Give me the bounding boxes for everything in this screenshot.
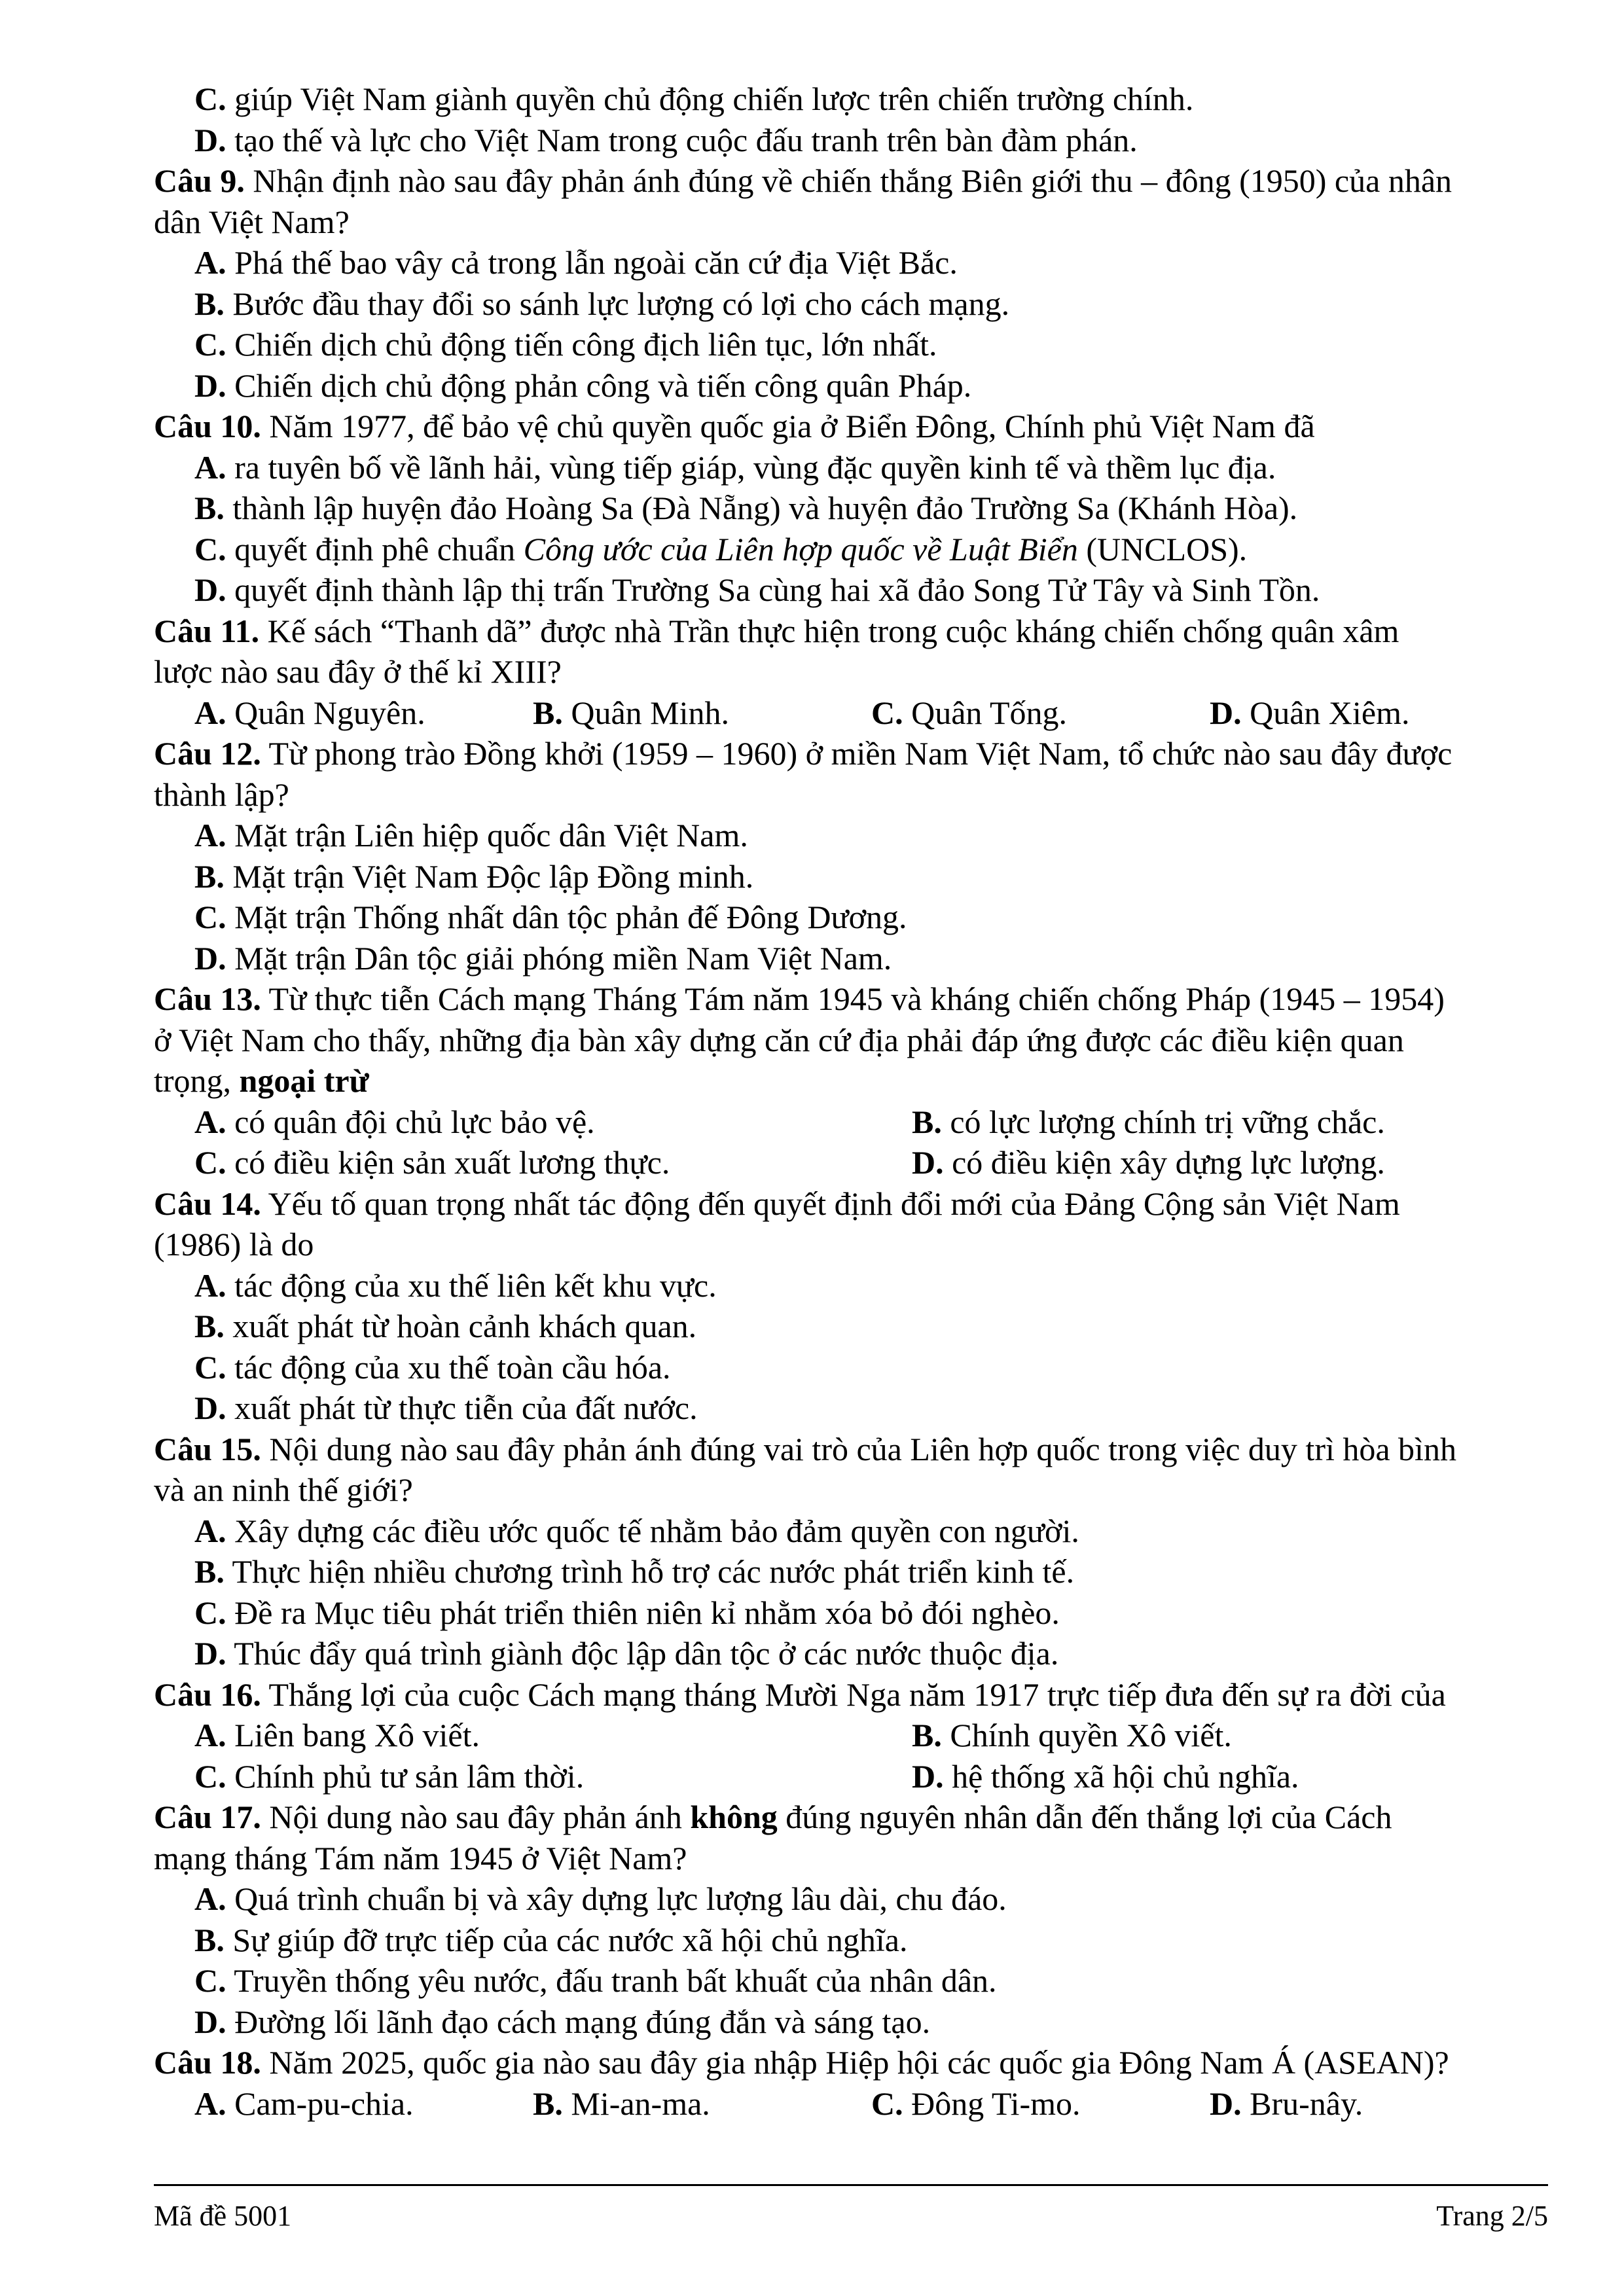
q10-option-c: C. quyết định phê chuẩn Công ước của Liên hợp quốc về Luật Biển (UNCLOS). <box>194 530 1248 567</box>
q13-stem-cont: ở Việt Nam cho thấy, những địa bàn xây dựng căn cứ địa phải đáp ứng được các điều kiện quan <box>154 1021 1404 1058</box>
q18-option-c: C. Đông Ti-mo. <box>871 2085 1081 2122</box>
q13-option-b: B. có lực lượng chính trị vững chắc. <box>912 1103 1385 1140</box>
q13-options-row2 <box>154 1142 1548 1183</box>
q17-stem: Câu 17. Nội dung nào sau đây phản ánh không đúng nguyên nhân dẫn đến thắng lợi của Cách <box>154 1799 1392 1835</box>
q18-option-a: A. Cam-pu-chia. <box>194 2085 414 2122</box>
page-footer <box>154 2184 1548 2234</box>
q9-stem-cont: dân Việt Nam? <box>154 203 350 240</box>
q13-option-a: A. có quân đội chủ lực bảo vệ. <box>194 1103 595 1140</box>
q14-option-d: D. xuất phát từ thực tiễn của đất nước. <box>194 1390 698 1426</box>
q15-option-d: D. Thúc đẩy quá trình giành độc lập dân tộc ở các nước thuộc địa. <box>194 1635 1059 1672</box>
q11-options <box>154 692 1548 734</box>
q11-stem-cont: lược nào sau đây ở thế kỉ XIII? <box>154 653 562 690</box>
q9-option-d: D. Chiến dịch chủ động phản công và tiến công quân Pháp. <box>194 367 972 404</box>
q14-option-b: B. xuất phát từ hoàn cảnh khách quan. <box>194 1308 697 1344</box>
q14-stem: Câu 14. Yếu tố quan trọng nhất tác động đến quyết định đổi mới của Đảng Cộng sản Việt Nam <box>154 1185 1400 1222</box>
q16-option-b: B. Chính quyền Xô viết. <box>912 1717 1232 1753</box>
q17-stem-cont: mạng tháng Tám năm 1945 ở Việt Nam? <box>154 1839 687 1876</box>
q17-option-a: A. Quá trình chuẩn bị và xây dựng lực lượng lâu dài, chu đáo. <box>194 1880 1007 1917</box>
q12-option-c: C. Mặt trận Thống nhất dân tộc phản đế Đông Dương. <box>194 899 907 935</box>
q9-option-c: C. Chiến dịch chủ động tiến công địch liên tục, lớn nhất. <box>194 326 937 363</box>
q15-option-b: B. Thực hiện nhiều chương trình hỗ trợ các nước phát triển kinh tế. <box>194 1553 1075 1590</box>
q12-option-d: D. Mặt trận Dân tộc giải phóng miền Nam Việt Nam. <box>194 939 892 977</box>
q11-stem: Câu 11. Kế sách “Thanh dã” được nhà Trần thực hiện trong cuộc kháng chiến chống quân xâm <box>154 612 1399 649</box>
q10-option-a: A. ra tuyên bố về lãnh hải, vùng tiếp giáp, vùng đặc quyền kinh tế và thềm lục địa. <box>194 448 1276 486</box>
q11-option-b: B. Quân Minh. <box>533 694 730 731</box>
q13-option-d: D. có điều kiện xây dựng lực lượng. <box>912 1144 1385 1181</box>
q18-options <box>154 2083 1548 2125</box>
q8-option-d: D. tạo thế và lực cho Việt Nam trong cuộc đấu tranh trên bàn đàm phán. <box>194 121 1138 158</box>
q14-option-a: A. tác động của xu thế liên kết khu vực. <box>194 1266 717 1304</box>
q12-stem-cont: thành lập? <box>154 776 289 813</box>
q13-options-row1 <box>154 1102 1548 1143</box>
q10-stem: Câu 10. Năm 1977, để bảo vệ chủ quyền quốc gia ở Biển Đông, Chính phủ Việt Nam đã <box>154 408 1315 444</box>
q13-option-c: C. có điều kiện sản xuất lương thực. <box>194 1144 670 1181</box>
q14-option-c: C. tác động của xu thế toàn cầu hóa. <box>194 1348 671 1386</box>
q11-option-d: D. Quân Xiêm. <box>1210 694 1410 731</box>
q17-option-b: B. Sự giúp đỡ trực tiếp của các nước xã hội chủ nghĩa. <box>194 1921 908 1958</box>
q9-option-a: A. Phá thế bao vây cả trong lẫn ngoài căn cứ địa Việt Bắc. <box>194 244 958 281</box>
q11-option-a: A. Quân Nguyên. <box>194 694 425 731</box>
q17-option-c: C. Truyền thống yêu nước, đấu tranh bất khuất của nhân dân. <box>194 1962 997 1999</box>
q12-option-a: A. Mặt trận Liên hiệp quốc dân Việt Nam. <box>194 817 748 853</box>
q11-option-c: C. Quân Tống. <box>871 694 1068 731</box>
q16-options-row2 <box>154 1756 1548 1797</box>
q16-option-d: D. hệ thống xã hội chủ nghĩa. <box>912 1757 1299 1795</box>
q17-option-d: D. Đường lối lãnh đạo cách mạng đúng đắn và sáng tạo. <box>194 2003 931 2040</box>
q16-options-row1 <box>154 1715 1548 1756</box>
q15-stem: Câu 15. Nội dung nào sau đây phản ánh đúng vai trò của Liên hợp quốc trong việc duy trì hòa bình <box>154 1430 1456 1467</box>
q18-option-d: D. Bru-nây. <box>1210 2085 1363 2122</box>
q18-option-b: B. Mi-an-ma. <box>533 2085 710 2122</box>
exam-page <box>154 79 1548 2124</box>
q15-option-a: A. Xây dựng các điều ước quốc tế nhằm bảo đảm quyền con người. <box>194 1512 1079 1549</box>
q12-option-b: B. Mặt trận Việt Nam Độc lập Đồng minh. <box>194 857 754 895</box>
page-number: Trang 2/5 <box>1436 2200 1548 2232</box>
exam-code: Mã đề 5001 <box>154 2200 292 2232</box>
q9-option-b: B. Bước đầu thay đổi so sánh lực lượng có lợi cho cách mạng. <box>194 285 1010 322</box>
q16-option-c: C. Chính phủ tư sản lâm thời. <box>194 1757 585 1795</box>
q16-option-a: A. Liên bang Xô viết. <box>194 1717 480 1753</box>
q10-option-d: D. quyết định thành lập thị trấn Trường Sa cùng hai xã đảo Song Tử Tây và Sinh Tồn. <box>194 571 1320 608</box>
q9-stem: Câu 9. Nhận định nào sau đây phản ánh đúng về chiến thắng Biên giới thu – đông (1950) của nhân <box>154 162 1453 199</box>
q15-option-c: C. Đề ra Mục tiêu phát triển thiên niên kỉ nhằm xóa bỏ đói nghèo. <box>194 1594 1060 1631</box>
q15-stem-cont: và an ninh thế giới? <box>154 1471 413 1508</box>
q18-stem: Câu 18. Năm 2025, quốc gia nào sau đây gia nhập Hiệp hội các quốc gia Đông Nam Á (ASEAN)? <box>154 2044 1449 2081</box>
q16-stem: Câu 16. Thắng lợi của cuộc Cách mạng tháng Mười Nga năm 1917 trực tiếp đưa đến sự ra đời của <box>154 1676 1446 1713</box>
q14-stem-cont: (1986) là do <box>154 1226 314 1263</box>
q8-option-c: C. giúp Việt Nam giành quyền chủ động chiến lược trên chiến trường chính. <box>194 81 1194 117</box>
q13-stem-cont2: trọng, ngoại trừ <box>154 1062 369 1099</box>
q12-stem: Câu 12. Từ phong trào Đồng khởi (1959 – 1960) ở miền Nam Việt Nam, tổ chức nào sau đây được <box>154 735 1453 772</box>
q10-option-b: B. thành lập huyện đảo Hoàng Sa (Đà Nẵng) và huyện đảo Trường Sa (Khánh Hòa). <box>194 490 1298 526</box>
q13-stem: Câu 13. Từ thực tiễn Cách mạng Tháng Tám năm 1945 và kháng chiến chống Pháp (1945 – 1954) <box>154 980 1445 1017</box>
